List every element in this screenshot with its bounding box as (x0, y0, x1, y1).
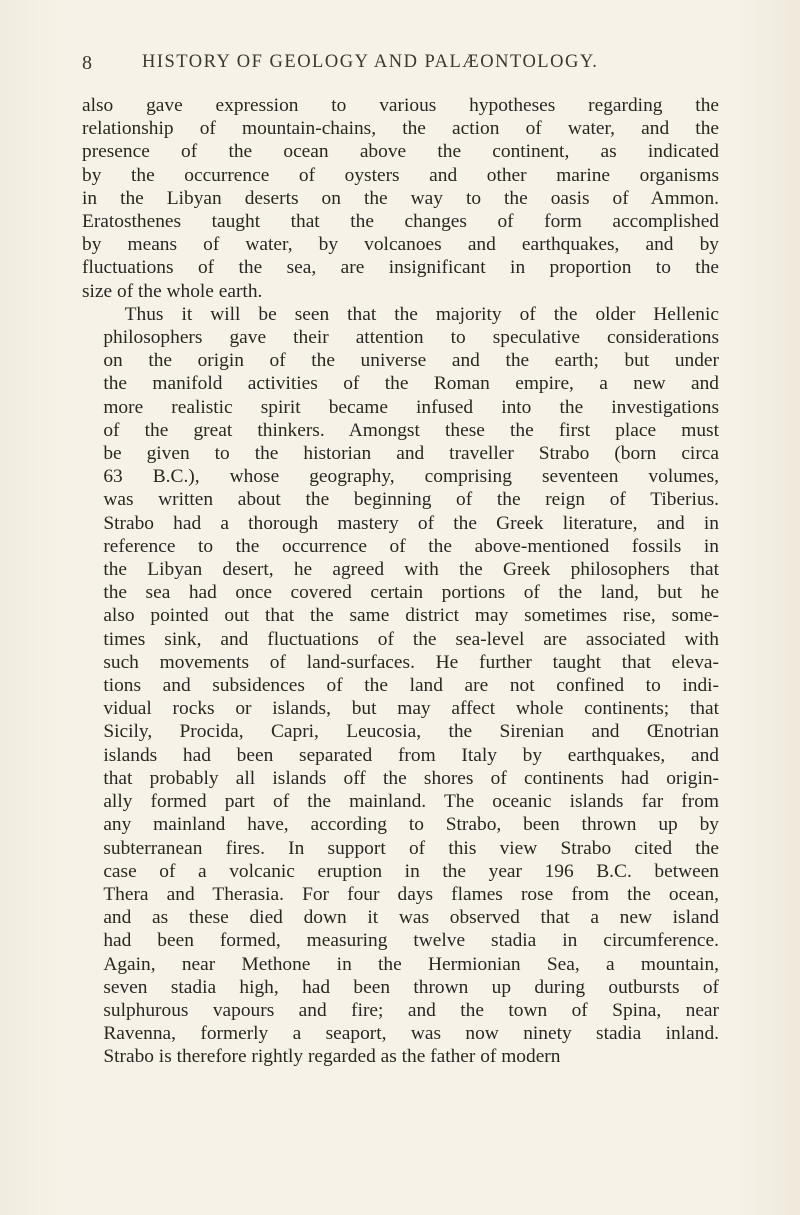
text-line: ally formed part of the mainland. The oceanic islands far from (103, 791, 719, 813)
body-text (82, 94, 719, 1069)
paragraph-1 (82, 94, 719, 303)
text-line: of the great thinkers. Amongst these the first place must (103, 419, 719, 441)
text-line: the sea had once covered certain portions of the land, but he (103, 582, 719, 604)
text-line: Strabo had a thorough mastery of the Greek literature, and in (103, 512, 719, 534)
text-line: any mainland have, according to Strabo, been thrown up by (103, 814, 719, 836)
text-line: Sicily, Procida, Capri, Leucosia, the Sirenian and Œnotrian (103, 721, 719, 743)
text-line: islands had been separated from Italy by earthquakes, and (103, 744, 719, 766)
page-number: 8 (82, 52, 94, 74)
text-line: case of a volcanic eruption in the year 196 B.C. between (103, 860, 719, 882)
text-line: 63 B.C.), whose geography, comprising seventeen volumes, (103, 466, 719, 488)
text-line: fluctuations of the sea, are insignificant in proportion to the (82, 257, 719, 279)
text-line: by means of water, by volcanoes and earthquakes, and by (82, 234, 719, 256)
text-line: Ravenna, formerly a seaport, was now ninety stadia inland. (103, 1023, 719, 1045)
text-line: also pointed out that the same district may sometimes rise, some- (103, 605, 719, 627)
text-line: also gave expression to various hypotheses regarding the (82, 95, 719, 116)
text-line: presence of the ocean above the continent, as indicated (82, 141, 719, 163)
text-line: subterranean fires. In support of this view Strabo cited the (103, 837, 719, 859)
running-title: HISTORY OF GEOLOGY AND PALÆONTOLOGY. (142, 52, 599, 72)
text-line: philosophers gave their attention to speculative considerations (103, 327, 719, 349)
text-line: reference to the occurrence of the above-mentioned fossils in (103, 535, 719, 557)
text-line: was written about the beginning of the reign of Tiberius. (103, 489, 719, 511)
text-line: the manifold activities of the Roman empire, a new and (103, 373, 719, 395)
text-line: Thus it will be seen that the majority of the older Hellenic (124, 303, 719, 325)
text-line: the Libyan desert, he agreed with the Greek philosophers that (103, 559, 719, 581)
text-line: times sink, and fluctuations of the sea-level are associated with (103, 628, 719, 650)
running-head (82, 52, 722, 78)
paragraph-2 (82, 303, 719, 1069)
text-line: vidual rocks or islands, but may affect whole continents; that (103, 698, 719, 720)
text-line: more realistic spirit became infused into the investigations (103, 396, 719, 418)
text-line: had been formed, measuring twelve stadia in circumference. (103, 930, 719, 952)
text-line: Strabo is therefore rightly regarded as the father of modern (103, 1046, 561, 1068)
text-line: Thera and Therasia. For four days flames rose from the ocean, (103, 883, 719, 905)
text-line: on the origin of the universe and the earth; but under (103, 350, 719, 372)
text-line: Eratosthenes taught that the changes of form accomplished (82, 211, 719, 233)
text-line: be given to the historian and traveller Strabo (born circa (103, 443, 719, 465)
text-line: tions and subsidences of the land are not confined to indi- (103, 675, 719, 697)
text-line: seven stadia high, had been thrown up during outbursts of (103, 976, 719, 998)
text-line: sulphurous vapours and fire; and the town of Spina, near (103, 999, 719, 1021)
text-line: Again, near Methone in the Hermionian Sea, a mountain, (103, 953, 719, 975)
text-line: that probably all islands off the shores of continents had origin- (103, 767, 719, 789)
text-line: relationship of mountain-chains, the action of water, and the (82, 118, 719, 140)
text-line: in the Libyan deserts on the way to the oasis of Ammon. (82, 187, 719, 209)
text-line: by the occurrence of oysters and other marine organisms (82, 164, 719, 186)
text-line: size of the whole earth. (82, 280, 263, 302)
text-line: such movements of land-surfaces. He further taught that eleva- (103, 651, 719, 673)
text-line: and as these died down it was observed that a new island (103, 907, 719, 929)
